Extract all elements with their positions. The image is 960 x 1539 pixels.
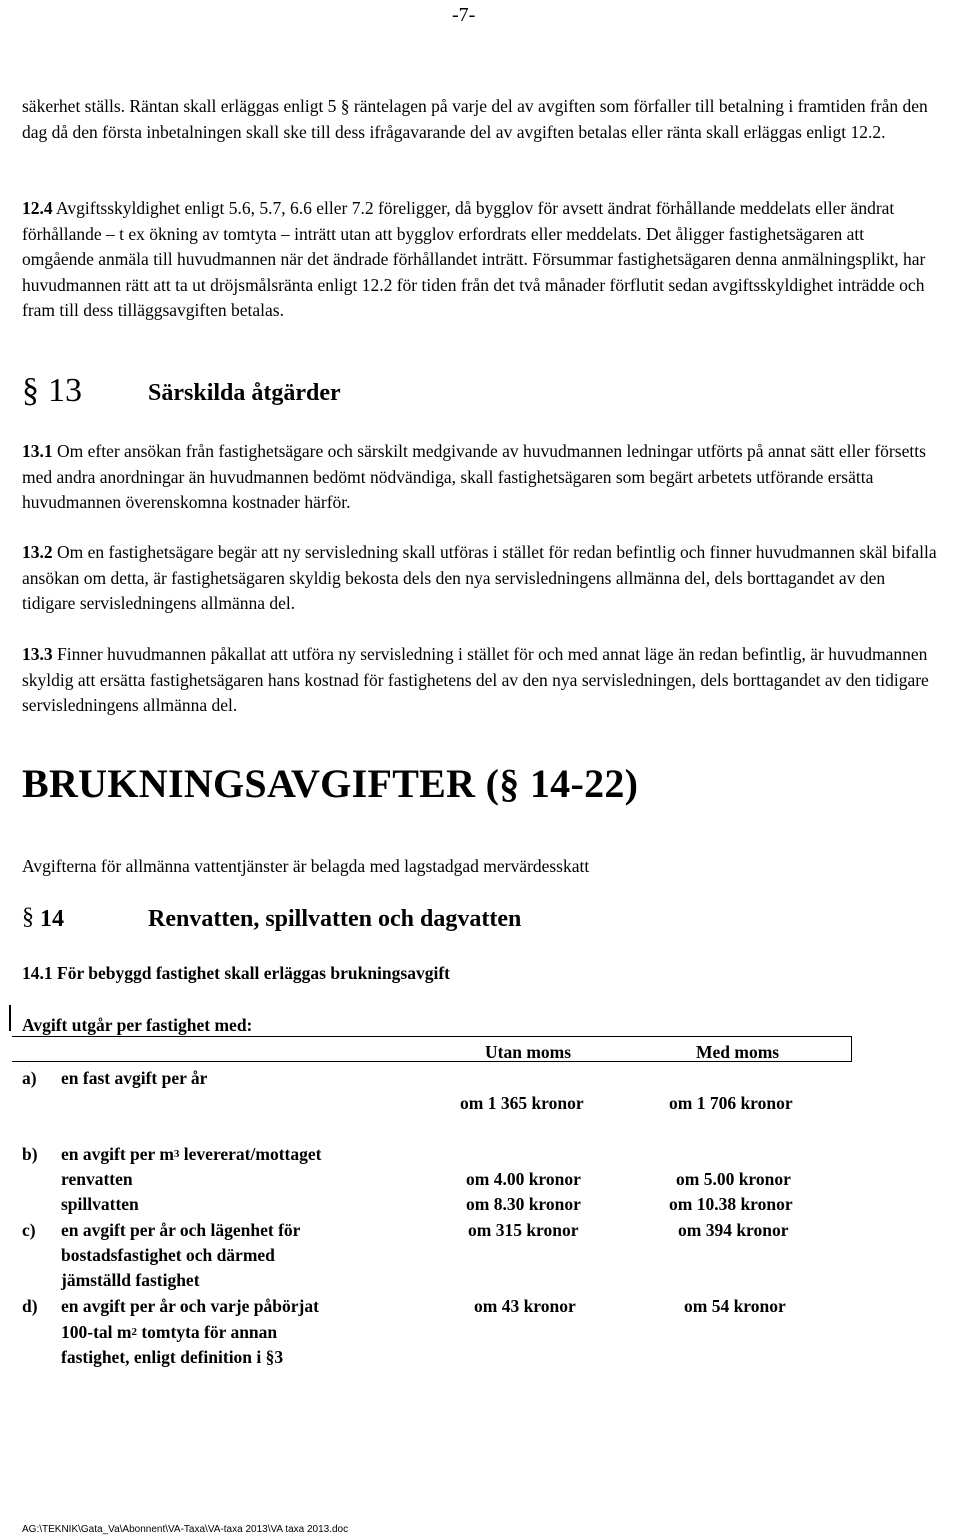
- row-letter: d): [22, 1296, 38, 1316]
- row-letter: a): [22, 1068, 37, 1088]
- row-description: renvatten: [61, 1169, 133, 1189]
- row-description-part: 100-tal m: [61, 1322, 132, 1342]
- section-13-1: [22, 439, 940, 516]
- fee-incl-vat: om 10.38 kronor: [669, 1194, 793, 1214]
- section-13-2: [22, 540, 940, 617]
- page-number: -7-: [452, 4, 476, 26]
- superscript: 2: [131, 1326, 137, 1338]
- section-number: 12.4: [22, 198, 53, 218]
- subsection-14-1: 14.1 För bebyggd fastighet skall erläggas brukningsavgift: [22, 963, 450, 983]
- fee-excl-vat: om 4.00 kronor: [466, 1169, 581, 1189]
- section-text: Om en fastighetsägare begär att ny servisledning skall utföras i stället för redan befintlig och finner huvudmannen skäl bifalla ansökan om detta, är fastighetsägaren skyldig bekosta dels den nya servisledningens allmänna del, dels borttagandet av den tidigare servisledningens allmänna del.: [22, 542, 937, 613]
- section-13-title: Särskilda åtgärder: [148, 380, 341, 406]
- superscript: 3: [173, 1148, 180, 1160]
- section-text: Om efter ansökan från fastighetsägare och särskilt medgivande av huvudmannen ledningar utförts på annat sätt eller försetts med andra anordningar än huvudmannen bedömt nödvändiga, skall fastighetsägaren som begärt arbetets utförande ersätta huvudmannen överenskomna kostnader härför.: [22, 441, 926, 512]
- fee-incl-vat: om 5.00 kronor: [676, 1169, 791, 1189]
- fee-incl-vat: om 54 kronor: [684, 1296, 786, 1316]
- vat-note: Avgifterna för allmänna vattentjänster är belagda med lagstadgad mervärdesskatt: [22, 856, 590, 876]
- table-right-rule: [851, 1036, 852, 1062]
- fee-incl-vat: om 1 706 kronor: [669, 1093, 793, 1113]
- section-number: 13.2: [22, 542, 53, 562]
- row-description: fastighet, enligt definition i §3: [61, 1347, 284, 1367]
- col-header-incl-vat: Med moms: [696, 1042, 780, 1062]
- row-description-part: tomtyta för annan: [136, 1322, 278, 1342]
- fee-excl-vat: om 315 kronor: [468, 1220, 579, 1240]
- section-14-number: 14: [40, 906, 64, 932]
- row-description: jämställd fastighet: [61, 1270, 200, 1290]
- row-description: [61, 1142, 321, 1168]
- row-letter: b): [22, 1144, 38, 1164]
- row-description: bostadsfastighet och därmed: [61, 1245, 275, 1265]
- row-description: [61, 1320, 277, 1346]
- col-header-excl-vat: Utan moms: [485, 1042, 572, 1062]
- section-symbol: §: [22, 372, 39, 409]
- section-12-4: [22, 196, 940, 324]
- section-text: Avgiftsskyldighet enligt 5.6, 5.7, 6.6 eller 7.2 föreligger, då bygglov för avsett ändrat förhållande meddelats eller ändrat förhållande – t ex ökning av tomtyta – inträtt utan att bygglov erfordrats eller meddelats. Det åligger fastighetsägaren att omgående anmäla till huvudmannen när det ändrade förhållandet inträtt. Försummar fastighetsägaren denna anmälningsplikt, har huvudmannen rätt att ta ut dröjsmålsränta enligt 12.2 för tiden från det två månader förflutit sedan avgiftsskyldighet inträdde och fram till dess tilläggsavgiften betalas.: [22, 198, 926, 320]
- fee-excl-vat: om 43 kronor: [474, 1296, 576, 1316]
- row-description-part: levererat/mottaget: [179, 1144, 322, 1164]
- revision-change-bar: [9, 1005, 11, 1031]
- fee-excl-vat: om 8.30 kronor: [466, 1194, 581, 1214]
- section-14-title: Renvatten, spillvatten och dagvatten: [148, 906, 522, 932]
- fee-table-intro: Avgift utgår per fastighet med:: [22, 1015, 253, 1035]
- row-description: en avgift per år och lägenhet för: [61, 1220, 301, 1240]
- row-description: en fast avgift per år: [61, 1068, 208, 1088]
- table-top-rule: [12, 1036, 852, 1037]
- chapter-heading: BRUKNINGSAVGIFTER (§ 14-22): [22, 761, 639, 806]
- section-number: 13.1: [22, 441, 53, 461]
- section-symbol: §: [22, 904, 34, 930]
- row-letter: c): [22, 1220, 36, 1240]
- interest-paragraph: säkerhet ställs. Räntan skall erläggas enligt 5 § räntelagen på varje del av avgiften som förfaller till betalning i framtiden från den dag då den första inbetalningen skall ske till dess ifrågavarande del av avgiften betalas eller ränta skall erläggas enligt 12.2.: [22, 96, 928, 142]
- document-path-footer: AG:\TEKNIK\Gata_Va\Abonnent\VA-Taxa\VA-taxa 2013\VA taxa 2013.doc: [22, 1524, 349, 1535]
- row-description: spillvatten: [61, 1194, 139, 1214]
- fee-incl-vat: om 394 kronor: [678, 1220, 789, 1240]
- section-13-number: 13: [48, 372, 82, 409]
- row-description: en avgift per år och varje påbörjat: [61, 1296, 319, 1316]
- section-13-3: [22, 642, 940, 719]
- fee-excl-vat: om 1 365 kronor: [460, 1093, 584, 1113]
- section-text: Finner huvudmannen påkallat att utföra ny servisledning i stället för och med annat läge än redan befintlig, är huvudmannen skyldig att ersätta fastighetsägaren hans kostnad för fastighetens del av den nya servisledningen, dels borttagandet av den tidigare servisledningens allmänna del.: [22, 644, 929, 715]
- section-number: 13.3: [22, 644, 53, 664]
- row-description-part: en avgift per m: [61, 1144, 174, 1164]
